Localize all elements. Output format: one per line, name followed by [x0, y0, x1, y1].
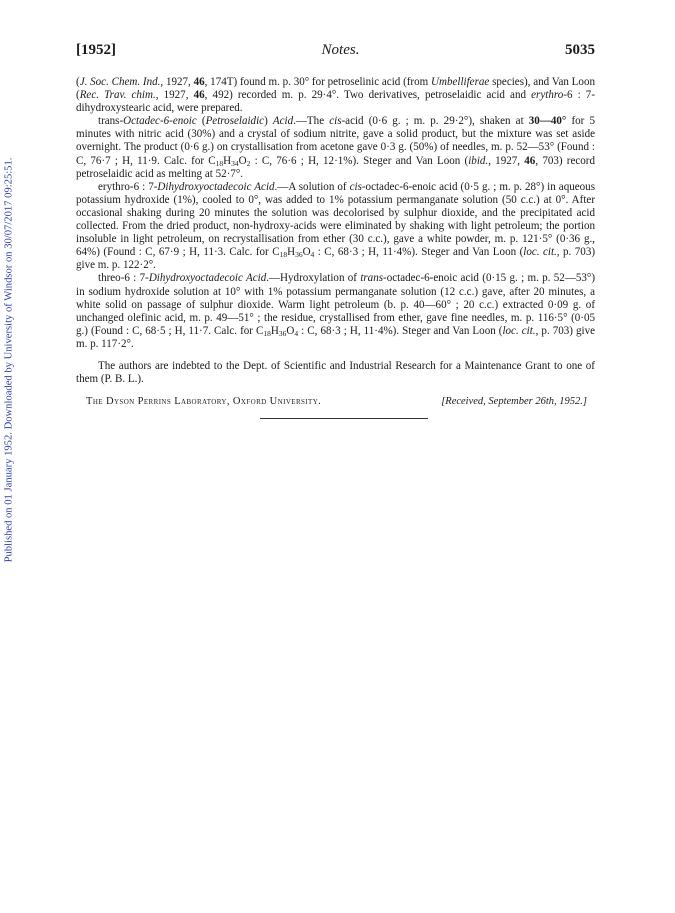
download-notice: Published on 01 January 1952. Downloaded by University of Windsor on 30/07/2017 09:25:51.	[3, 157, 15, 563]
intro-paragraph: (J. Soc. Chem. Ind., 1927, 46, 174T) found m. p. 30° for petroselinic acid (from Umbelliferae species), and Van Loon (Rec. Trav. chim., 1927, 46, 492) recorded m. p. 29·4°. Two derivatives, petroselaidic acid and erythro-6 : 7-dihydroxystearic acid, were prepared.	[76, 76, 596, 115]
petroselaidic-acid-paragraph: trans-Octadec-6-enoic (Petroselaidic) Acid.—The cis-acid (0·6 g. ; m. p. 29·2°), shaken at 30—40° for 5 minutes with nitric acid (30%) and a crystal of sodium nitrite, gave a solid product, but the mixture was set aside overnight. The product (0·6 g.) on crystallisation from acetone gave 0·3 g. (50%) of needles, m. p. 52—53° (Found : C, 76·7 ; H, 11·9. Calc. for $C_{18}H_{34}O_2$ : C, 76·6 ; H, 12·1%). Steger and Van Loon (ibid., 1927, 46, 703) record petroselaidic acid as melting at 52·7°.	[76, 115, 596, 180]
received-date: [Received, September 26th, 1952.]	[441, 396, 587, 408]
erythro-acid-paragraph: erythro-6 : 7-Dihydroxyoctadecoic Acid.—A solution of cis-octadec-6-enoic acid (0·5 g. ; m. p. 28°) in aqueous potassium hydroxide (1%), cooled to 0°, was added to 1% potassium permanganate solution (50 c.c.) at 0°. After occasional shaking during 20 minutes the solution was decolorised by sulphur dioxide, and the precipitated acid collected. From the dried product, non-hydroxy-acids were eliminated by shaking with light petroleum; the portion insoluble in light petroleum, on recrystallisation from ether (30 c.c.), gave a white powder, m. p. 121·5° (0·36 g., 64%) (Found : C, 67·9 ; H, 11·3. Calc. for $C_{18}H_{36}O_4$ : C, 68·3 ; H, 11·4%). Steger and Van Loon (loc. cit., p. 703) give m. p. 122·2°.	[76, 180, 596, 272]
laboratory-address: The Dyson Perrins Laboratory, Oxford University.	[86, 396, 322, 408]
affiliation-line	[76, 395, 595, 408]
journal-page	[76, 44, 595, 419]
header-year: [1952]	[76, 42, 116, 58]
end-rule	[260, 418, 428, 419]
threo-acid-paragraph: threo-6 : 7-Dihydroxyoctadecoic Acid.—Hydroxylation of trans-octadec-6-enoic acid (0·15 g. ; m. p. 52—53°) in sodium hydroxide solution at 10° with 1% potassium permanganate solution (12 c.c.) gave, after 20 minutes, a white solid on passage of sulphur dioxide. Warm light petroleum (b. p. 40—60° ; 20 c.c.) extracted 0·09 g. of unchanged olefinic acid, m. p. 49—51° ; the residue, crystallised from ether, gave fine needles, m. p. 116·5° (0·05 g.) (Found : C, 68·5 ; H, 11·7. Calc. for $C_{18}H_{36}O_4$ : C, 68·3 ; H, 11·4%). Steger and Van Loon (loc. cit., p. 703) give m. p. 117·2°.	[76, 272, 596, 350]
header-title: Notes.	[321, 42, 360, 58]
acknowledgement: The authors are indebted to the Dept. of Scientific and Industrial Research for a Maintenance Grant to one of them (P. B. L.).	[76, 359, 595, 386]
running-head	[76, 44, 595, 66]
header-page-number: 5035	[564, 42, 595, 58]
download-watermark	[2, 150, 16, 570]
